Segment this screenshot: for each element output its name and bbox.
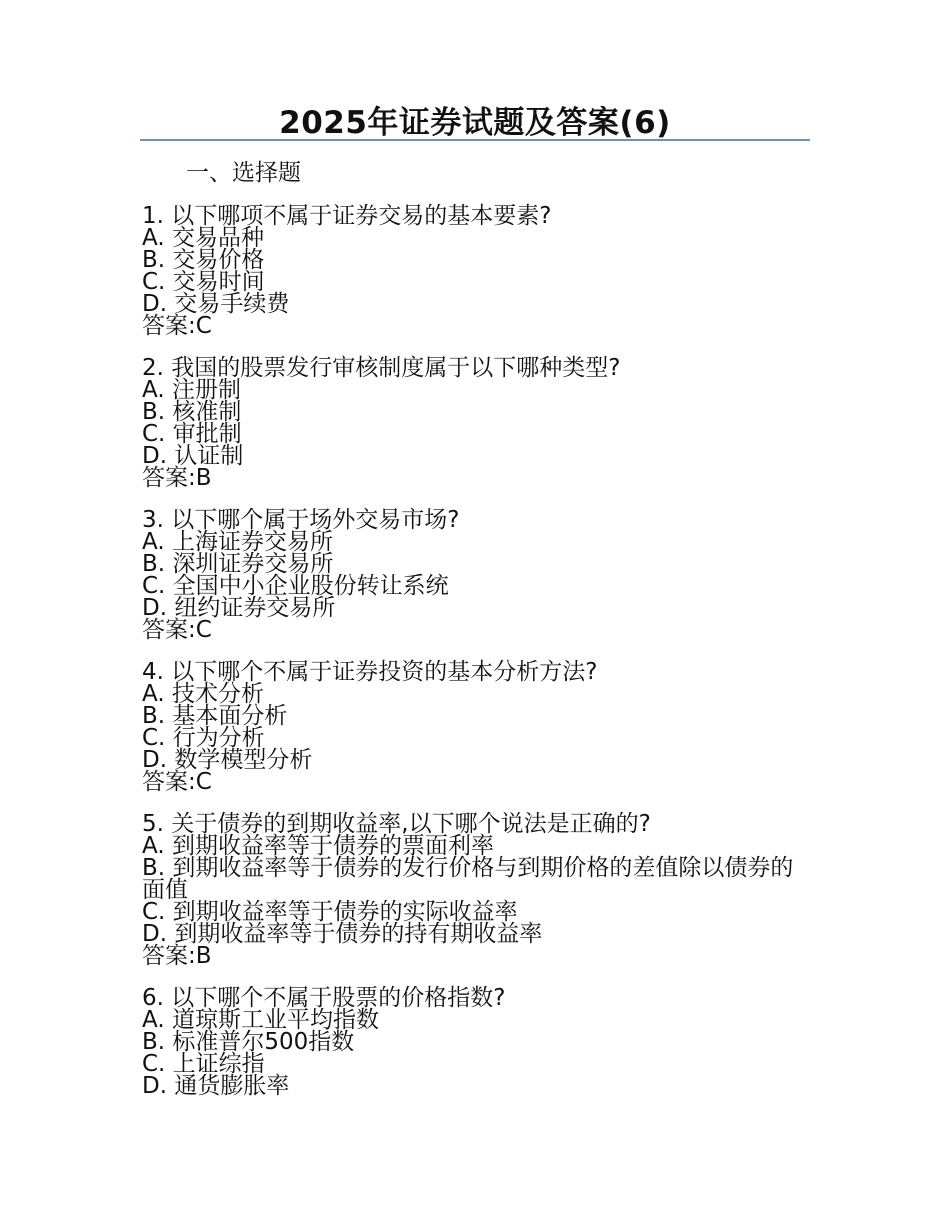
option-c: C. 审批制 bbox=[142, 421, 242, 447]
option-c: C. 交易时间 bbox=[142, 269, 265, 295]
option-a: A. 道琼斯工业平均指数 bbox=[142, 1007, 379, 1033]
option-a: A. 到期收益率等于债券的票面利率 bbox=[142, 833, 494, 859]
document-title: 2025年证券试题及答案(6) bbox=[279, 105, 671, 141]
question-stem: 3. 以下哪个属于场外交易市场? bbox=[142, 507, 460, 533]
answer: 答案:B bbox=[142, 943, 212, 969]
answer: 答案:C bbox=[142, 617, 212, 643]
question-2 bbox=[142, 357, 802, 489]
answer: 答案:C bbox=[142, 313, 212, 339]
option-d: D. 交易手续费 bbox=[142, 291, 290, 317]
question-6 bbox=[142, 987, 802, 1097]
option-a: A. 交易品种 bbox=[142, 225, 264, 251]
question-stem: 4. 以下哪个不属于证券投资的基本分析方法? bbox=[142, 659, 598, 685]
option-d: D. 到期收益率等于债券的持有期收益率 bbox=[142, 921, 543, 947]
section-heading: 一、选择题 bbox=[186, 160, 301, 186]
option-d: D. 纽约证券交易所 bbox=[142, 595, 336, 621]
option-a: A. 技术分析 bbox=[142, 681, 264, 707]
question-stem: 1. 以下哪项不属于证券交易的基本要素? bbox=[142, 203, 552, 229]
option-c: C. 全国中小企业股份转让系统 bbox=[142, 573, 449, 599]
option-d: D. 数学模型分析 bbox=[142, 747, 313, 773]
option-b: B. 核准制 bbox=[142, 399, 242, 425]
option-a: A. 上海证券交易所 bbox=[142, 529, 333, 555]
option-b: B. 基本面分析 bbox=[142, 703, 288, 729]
option-b: B. 标准普尔500指数 bbox=[142, 1029, 355, 1055]
question-4 bbox=[142, 661, 802, 793]
answer: 答案:C bbox=[142, 769, 212, 795]
question-stem: 6. 以下哪个不属于股票的价格指数? bbox=[142, 985, 506, 1011]
option-c: C. 行为分析 bbox=[142, 725, 265, 751]
question-5 bbox=[142, 813, 802, 967]
option-b: B. 到期收益率等于债券的发行价格与到期价格的差值除以债券的面值 bbox=[142, 855, 794, 903]
answer: 答案:B bbox=[142, 465, 212, 491]
question-stem: 5. 关于债券的到期收益率,以下哪个说法是正确的? bbox=[142, 811, 651, 837]
option-c: C. 到期收益率等于债券的实际收益率 bbox=[142, 899, 518, 925]
option-a: A. 注册制 bbox=[142, 377, 241, 403]
question-1 bbox=[142, 205, 802, 337]
option-b: B. 深圳证券交易所 bbox=[142, 551, 334, 577]
option-d: D. 通货膨胀率 bbox=[142, 1073, 290, 1099]
question-3 bbox=[142, 509, 802, 641]
title-underline bbox=[140, 139, 810, 141]
option-b: B. 交易价格 bbox=[142, 247, 265, 273]
option-c: C. 上证综指 bbox=[142, 1051, 265, 1077]
option-d: D. 认证制 bbox=[142, 443, 244, 469]
question-stem: 2. 我国的股票发行审核制度属于以下哪种类型? bbox=[142, 355, 621, 381]
